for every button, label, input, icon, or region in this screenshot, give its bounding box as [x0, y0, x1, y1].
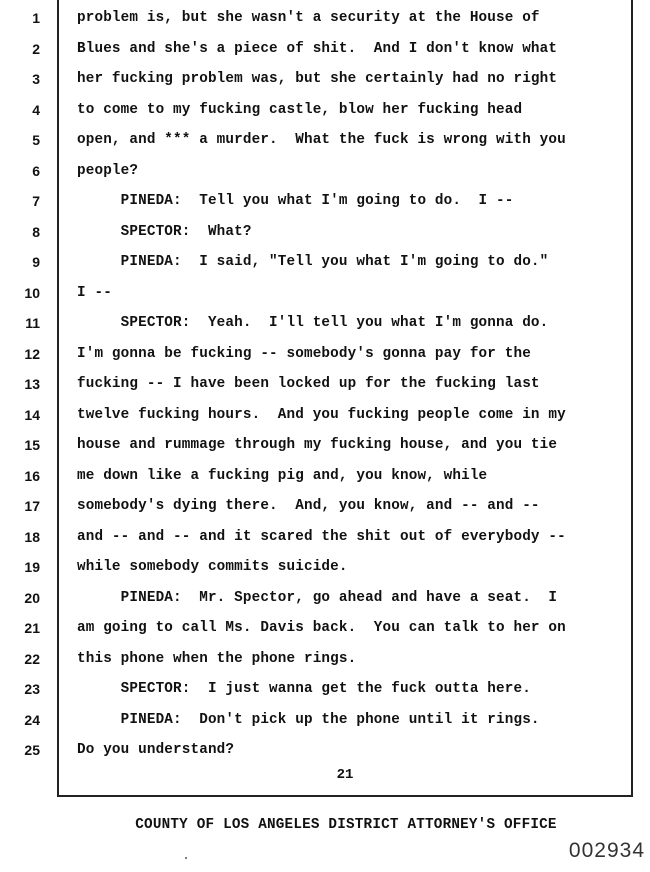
- line-number: 1: [32, 10, 40, 26]
- line-number: 17: [24, 498, 40, 514]
- bates-number: 002934: [568, 839, 645, 862]
- line-text: her fucking problem was, but she certainly had no right: [77, 71, 558, 87]
- line-number: 13: [24, 376, 40, 392]
- line-text: this phone when the phone rings.: [77, 651, 357, 667]
- line-text: house and rummage through my fucking house, and you tie: [77, 437, 558, 453]
- line-text: me down like a fucking pig and, you know, while: [77, 468, 488, 484]
- line-text: and -- and -- and it scared the shit out of everybody --: [77, 529, 566, 545]
- line-number: 11: [25, 315, 40, 331]
- line-text: somebody's dying there. And, you know, and -- and --: [77, 498, 540, 514]
- line-text: am going to call Ms. Davis back. You can talk to her on: [77, 620, 566, 636]
- line-text: twelve fucking hours. And you fucking people come in my: [77, 407, 566, 423]
- line-number: 25: [24, 742, 40, 758]
- line-number: 19: [24, 559, 40, 575]
- line-number: 15: [24, 437, 40, 453]
- line-text: PINEDA: I said, "Tell you what I'm going to do.": [77, 254, 549, 270]
- line-number: 8: [32, 224, 40, 240]
- line-text: SPECTOR: Yeah. I'll tell you what I'm gonna do.: [77, 315, 549, 331]
- line-text: open, and *** a murder. What the fuck is wrong with you: [77, 132, 566, 148]
- line-number: 9: [32, 254, 40, 270]
- line-number: 2: [32, 41, 40, 57]
- line-text: problem is, but she wasn't a security at the House of: [77, 10, 540, 26]
- line-number: 23: [24, 681, 40, 697]
- line-text: to come to my fucking castle, blow her fucking head: [77, 102, 523, 118]
- scan-speck: [185, 857, 187, 859]
- line-text: Blues and she's a piece of shit. And I don't know what: [77, 41, 558, 57]
- line-number: 18: [24, 529, 40, 545]
- line-text: PINEDA: Don't pick up the phone until it rings.: [77, 712, 540, 728]
- line-text: I --: [77, 285, 112, 301]
- line-number: 14: [24, 407, 40, 423]
- line-number: 24: [24, 712, 40, 728]
- footer-office-name: COUNTY OF LOS ANGELES DISTRICT ATTORNEY'S OFFICE: [135, 817, 557, 833]
- line-number: 20: [24, 590, 40, 606]
- line-number: 6: [32, 163, 40, 179]
- line-number: 7: [32, 193, 40, 209]
- line-text: SPECTOR: What?: [77, 224, 252, 240]
- line-text: I'm gonna be fucking -- somebody's gonna pay for the: [77, 346, 531, 362]
- line-number: 12: [24, 346, 40, 362]
- page-number: 21: [336, 767, 354, 783]
- line-number: 3: [32, 71, 40, 87]
- line-number: 21: [24, 620, 40, 636]
- line-text: Do you understand?: [77, 742, 235, 758]
- line-text: SPECTOR: I just wanna get the fuck outta here.: [77, 681, 531, 697]
- line-number: 4: [32, 102, 40, 118]
- line-text: while somebody commits suicide.: [77, 559, 348, 575]
- line-number: 22: [24, 651, 40, 667]
- line-text: PINEDA: Tell you what I'm going to do. I --: [77, 193, 514, 209]
- line-text: fucking -- I have been locked up for the fucking last: [77, 376, 540, 392]
- line-number: 5: [32, 132, 40, 148]
- line-number: 16: [24, 468, 40, 484]
- line-text: people?: [77, 163, 139, 179]
- line-number: 10: [24, 285, 40, 301]
- line-text: PINEDA: Mr. Spector, go ahead and have a seat. I: [77, 590, 558, 606]
